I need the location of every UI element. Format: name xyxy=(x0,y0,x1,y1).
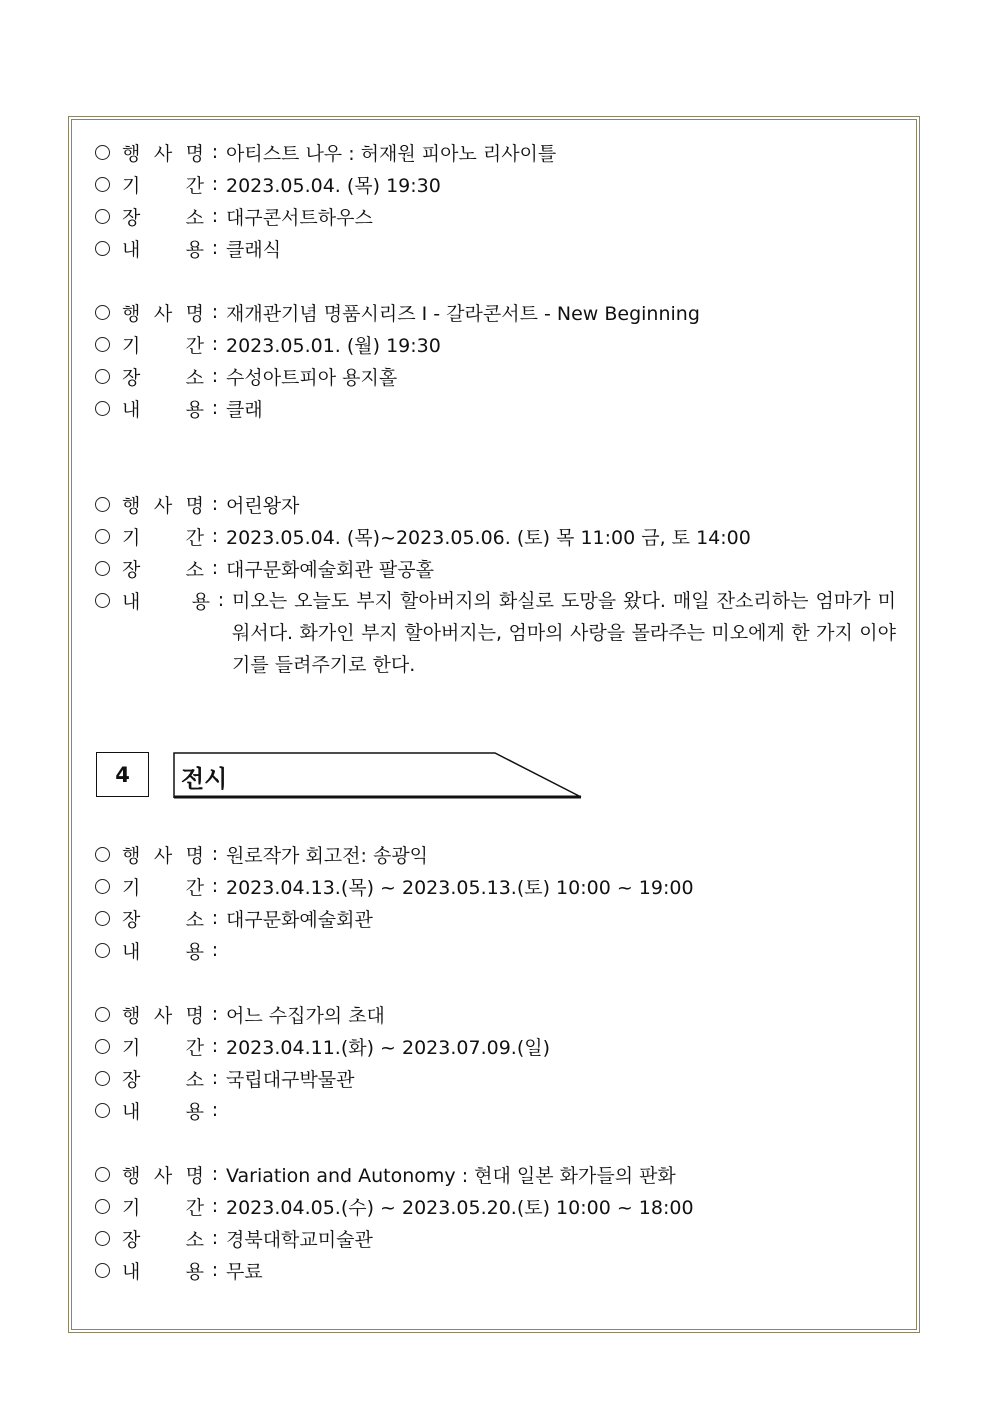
event-name-row: 행 사 명 : 아티스트 나우 : 허재원 피아노 리사이틀 xyxy=(95,137,556,167)
event-place-row: 장 소 : 대구콘서트하우스 xyxy=(95,201,373,231)
circle-bullet-icon xyxy=(95,1263,110,1278)
circle-bullet-icon xyxy=(95,879,110,894)
circle-bullet-icon xyxy=(95,529,110,544)
exhibit-place: 경북대학교미술관 xyxy=(226,1228,373,1251)
circle-bullet-icon xyxy=(95,1007,110,1022)
circle-bullet-icon xyxy=(95,1039,110,1054)
circle-bullet-icon xyxy=(95,943,110,958)
event-period-row: 기 간 : 2023.05.04. (목) 19:30 xyxy=(95,169,441,199)
circle-bullet-icon xyxy=(95,497,110,512)
circle-bullet-icon xyxy=(95,145,110,160)
event-place: 수성아트피아 용지홀 xyxy=(226,366,398,389)
exhibit-period: 2023.04.13.(목) ~ 2023.05.13.(토) 10:00 ~ 19:00 xyxy=(226,876,694,899)
exhibit-name-row: 행 사 명 : Variation and Autonomy : 현대 일본 화가들의 판화 xyxy=(95,1159,676,1189)
exhibit-period: 2023.04.05.(수) ~ 2023.05.20.(토) 10:00 ~ 18:00 xyxy=(226,1196,694,1219)
section-title-box xyxy=(173,752,583,799)
exhibit-content-row: 내 용 : xyxy=(95,1095,226,1125)
circle-bullet-icon xyxy=(95,241,110,256)
exhibit-content-row: 내 용 : 무료 xyxy=(95,1255,263,1285)
event-name: 재개관기념 명품시리즈 Ⅰ - 갈라콘서트 - New Beginning xyxy=(226,302,700,325)
event-period: 2023.05.04. (목)~2023.05.06. (토) 목 11:00 금, 토 14:00 xyxy=(226,526,751,549)
event-period: 2023.05.01. (월) 19:30 xyxy=(226,334,441,357)
circle-bullet-icon xyxy=(95,305,110,320)
circle-bullet-icon xyxy=(95,847,110,862)
field-label: 장 소 xyxy=(122,908,204,931)
section-title-frame xyxy=(173,752,583,799)
field-label: 내 용 xyxy=(122,940,204,963)
exhibit-name-row: 행 사 명 : 어느 수집가의 초대 xyxy=(95,999,385,1029)
field-label: 기 간 xyxy=(122,526,204,549)
field-label: 기 간 xyxy=(122,1196,204,1219)
exhibit-content-row: 내 용 : xyxy=(95,935,226,965)
field-label: 행 사 명 xyxy=(122,142,204,165)
circle-bullet-icon xyxy=(95,593,110,608)
field-label: 장 소 xyxy=(122,366,204,389)
event-name-row: 행 사 명 : 재개관기념 명품시리즈 Ⅰ - 갈라콘서트 - New Beginning xyxy=(95,297,700,327)
event-content-row: 내 용 : 클래 xyxy=(95,393,263,423)
event-content: 클래식 xyxy=(226,238,282,261)
event-content-row: 내 용 : xyxy=(95,585,232,615)
circle-bullet-icon xyxy=(95,337,110,352)
circle-bullet-icon xyxy=(95,369,110,384)
circle-bullet-icon xyxy=(95,1071,110,1086)
circle-bullet-icon xyxy=(95,911,110,926)
event-description: 미오는 오늘도 부지 할아버지의 화실로 도망을 왔다. 매일 잔소리하는 엄마가 미워서다. 화가인 부지 할아버지는, 엄마의 사랑을 몰라주는 미오에게 한 가지 이야기를 들려주기로 한다. xyxy=(232,590,896,676)
event-content: 클래 xyxy=(226,398,263,421)
circle-bullet-icon xyxy=(95,1103,110,1118)
exhibit-name: 어느 수집가의 초대 xyxy=(226,1004,385,1027)
exhibit-name-row: 행 사 명 : 원로작가 회고전: 송광익 xyxy=(95,839,428,869)
field-label: 내 용 xyxy=(122,1260,204,1283)
event-name-row: 행 사 명 : 어린왕자 xyxy=(95,489,299,519)
event-place-row: 장 소 : 대구문화예술회관 팔공홀 xyxy=(95,553,434,583)
field-label: 행 사 명 xyxy=(122,1004,204,1027)
exhibit-period-row: 기 간 : 2023.04.05.(수) ~ 2023.05.20.(토) 10:00 ~ 18:00 xyxy=(95,1191,694,1221)
field-label: 기 간 xyxy=(122,876,204,899)
event-place-row: 장 소 : 수성아트피아 용지홀 xyxy=(95,361,397,391)
field-label: 장 소 xyxy=(122,1068,204,1091)
field-label: 내 용 xyxy=(122,590,210,613)
field-label: 내 용 xyxy=(122,238,204,261)
section-title: 전시 xyxy=(181,765,228,793)
circle-bullet-icon xyxy=(95,1231,110,1246)
exhibit-name: Variation and Autonomy : 현대 일본 화가들의 판화 xyxy=(226,1164,676,1187)
field-label: 기 간 xyxy=(122,1036,204,1059)
exhibit-period: 2023.04.11.(화) ~ 2023.07.09.(일) xyxy=(226,1036,551,1059)
field-label: 장 소 xyxy=(122,206,204,229)
exhibit-place: 국립대구박물관 xyxy=(226,1068,355,1091)
field-label: 장 소 xyxy=(122,1228,204,1251)
field-label: 행 사 명 xyxy=(122,1164,204,1187)
event-place: 대구문화예술회관 팔공홀 xyxy=(226,558,434,581)
circle-bullet-icon xyxy=(95,561,110,576)
circle-bullet-icon xyxy=(95,209,110,224)
circle-bullet-icon xyxy=(95,177,110,192)
event-name: 아티스트 나우 : 허재원 피아노 리사이틀 xyxy=(226,142,557,165)
event-content-row: 내 용 : 클래식 xyxy=(95,233,281,263)
event-name: 어린왕자 xyxy=(226,494,300,517)
field-label: 기 간 xyxy=(122,174,204,197)
field-label: 행 사 명 xyxy=(122,302,204,325)
section-number: 4 xyxy=(96,752,149,797)
exhibit-period-row: 기 간 : 2023.04.13.(목) ~ 2023.05.13.(토) 10:00 ~ 19:00 xyxy=(95,871,694,901)
exhibit-name: 원로작가 회고전: 송광익 xyxy=(226,844,429,867)
circle-bullet-icon xyxy=(95,401,110,416)
circle-bullet-icon xyxy=(95,1199,110,1214)
exhibit-period-row: 기 간 : 2023.04.11.(화) ~ 2023.07.09.(일) xyxy=(95,1031,550,1061)
exhibit-place: 대구문화예술회관 xyxy=(226,908,373,931)
field-label: 기 간 xyxy=(122,334,204,357)
exhibit-place-row: 장 소 : 국립대구박물관 xyxy=(95,1063,354,1093)
field-label: 행 사 명 xyxy=(122,844,204,867)
exhibit-content: 무료 xyxy=(226,1260,263,1283)
field-label: 내 용 xyxy=(122,1100,204,1123)
event-period-row: 기 간 : 2023.05.01. (월) 19:30 xyxy=(95,329,441,359)
field-label: 내 용 xyxy=(122,398,204,421)
exhibit-place-row: 장 소 : 대구문화예술회관 xyxy=(95,903,373,933)
exhibit-place-row: 장 소 : 경북대학교미술관 xyxy=(95,1223,373,1253)
field-label: 장 소 xyxy=(122,558,204,581)
field-label: 행 사 명 xyxy=(122,494,204,517)
event-period-row: 기 간 : 2023.05.04. (목)~2023.05.06. (토) 목 11:00 금, 토 14:00 xyxy=(95,521,751,551)
event-period: 2023.05.04. (목) 19:30 xyxy=(226,174,441,197)
circle-bullet-icon xyxy=(95,1167,110,1182)
event-place: 대구콘서트하우스 xyxy=(226,206,373,229)
